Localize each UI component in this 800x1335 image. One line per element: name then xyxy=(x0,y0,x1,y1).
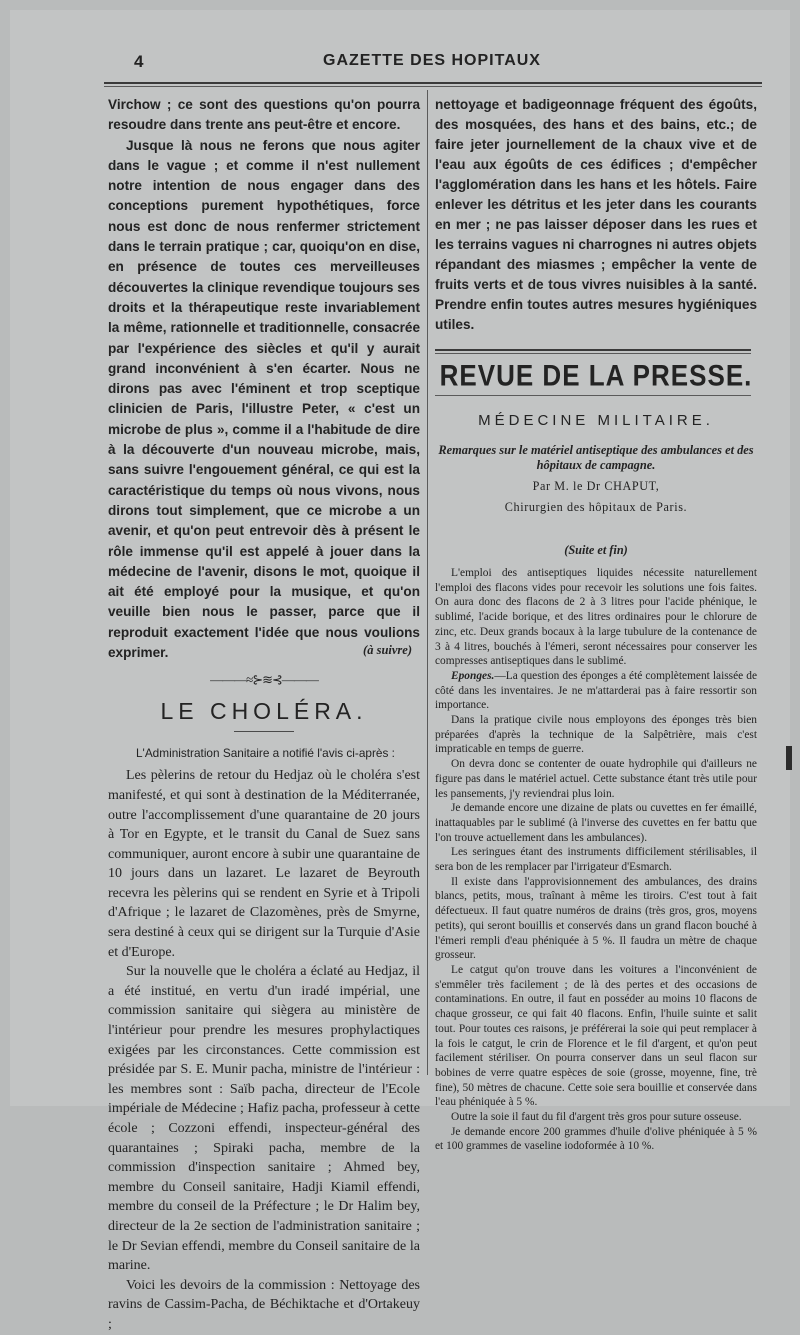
article-paragraph-6: Les seringues étant des instruments difficilement stérilisables, il sera bon de les remplacer par l'irrigateur d'Esmarch. xyxy=(435,846,757,874)
eponges-lead: Eponges. xyxy=(451,669,495,682)
revue-rule xyxy=(435,349,751,351)
right-column xyxy=(435,95,757,1154)
cholera-paragraph-2: Sur la nouvelle que le choléra a éclaté au Hedjaz, il a été institué, en vertu d'un iradé impérial, une commission sanitaire qui siègera au ministère de l'intérieur pour prendre les mesures prophylactiques exigées par les circonstances. Cette commission est présidée par S. E. Munir pacha, ministre de l'intérieur : les membres sont : Saïb pacha, directeur de l'Ecole impériale de Médecine ; Hafiz pacha, professeur à cette école ; Cozzoni effendi, inspecteur-général des quarantaines ; Spiraki pacha, membre de la commission d'inspection sanitaire ; Ahmed bey, membre du Conseil sanitaire, Hadji Kiamil effendi, membre du conseil de la Préfecture ; le Dr Halim bey, directeur de la 2e section de l'administration sanitaire ; le Dr Sevian effendi, membre du Conseil sanitaire de la marine. xyxy=(108,964,420,1274)
article-paragraph-1: L'emploi des antiseptiques liquides nécessite naturellement l'emploi des flacons vides pour recevoir les solutions une fois faites. On aura donc des flacons de 2 à 3 litres pour l'acide phénique, le sublimé, l'acide borique, et des litres ordinaires pour le chlorure de zinc, etc. Deux grands bocaux à la large tubulure de la contenance de 3 à 4 litres, bouchés à l'émeri, seront nécessaires pour conserver les compresses antiseptiques dans le sublimé. xyxy=(435,567,757,668)
article-paragraph-3: Dans la pratique civile nous employons des éponges très bien préparées d'après la technique de la Salpêtrière, mais c'est impraticable en temps de guerre. xyxy=(435,714,757,756)
cholera-paragraph-3: Voici les devoirs de la commission : Nettoyage des ravins de Cassim-Pacha, de Béchiktache et d'Ortakeuy ; xyxy=(108,1277,420,1332)
page-header xyxy=(104,52,760,82)
short-rule xyxy=(234,731,294,732)
intro-paragraph-2: Jusque là nous ne ferons que nous agiter dans le vague ; et comme il n'est nullement notre intention de nous engager dans des conceptions purement hypothétiques, force nous est donc de nous renfermer strictement dans le terrain pratique ; car, quoiqu'on en dise, en présence de toutes ces merveilleuses découvertes la clinique revendique toujours ses droits et la thérapeutique reste invariablement la même, rationnelle et traditionnelle, consacrée par l'expérience des siècles et qu'il y aurait grand inconvénient à s'en écarter. Nous ne dirons pas avec l'éminent et trop sceptique clinicien de Paris, l'illustre Peter, « c'est un microbe de plus », comme il a l'habitude de dire à la découverte d'un nouveau microbe, mais, sans suivre l'engouement général, ce qui est la caractéristique du temps où nous vivons, nous dirons tout simplement, que ce microbe a un avenir, et qu'on peut entrevoir dès à présent le rôle immense qu'il est appelé à jouer dans la médecine de l'avenir, disons le mot, quoique il ait été employé pour la musique, et qu'on veuille bien nous le passer, parce que il reproduit exactement l'idée que nous voulions exprimer. xyxy=(108,137,420,661)
revue-rule-thin xyxy=(435,353,751,354)
cholera-heading: LE CHOLÉRA. xyxy=(160,698,368,725)
ornament-divider: ———≈⊱≋⊰——— xyxy=(210,672,318,688)
intro-paragraph-1: Virchow ; ce sont des questions qu'on pourra resoudre dans trente ans peut-être et encore. xyxy=(108,97,420,133)
eponges-text: —La question des éponges a été complètement laissée de côté dans les inventaires. Je ne m'attarderai pas à faire ressortir son importance. xyxy=(435,669,757,712)
left-column xyxy=(108,95,420,1335)
header-rule-thin xyxy=(104,86,762,87)
article-title: Remarques sur le matériel antiseptique des ambulances et des hôpitaux de campagne. xyxy=(438,443,754,472)
journal-title: GAZETTE DES HOPITAUX xyxy=(323,52,541,69)
article-paragraph-8: Le catgut qu'on trouve dans les voitures a l'inconvénient de s'emmêler très facilement ; de là des pertes et des occasions de contaminations. En outre, il faut en posséder au moins 10 flacons de chaque grosseur, ce qui fait 40 flacons. Enfin, l'huile suinte et salit tout. Pour toutes ces raisons, je préférerai la soie qui peut remplacer à la fois le catgut, le crin de Florence et le fil d'argent, et qu'on peut facilement stériliser. On pourra conserver dans un seul flacon sur bobines de verre quatre espèces de soie (grosse, moyenne, fine, trè fine), 50 mètres de chacune. Cette soie sera bouillie et conservée dans l'eau phéniquée à 5 %. xyxy=(435,963,757,1109)
revue-heading: REVUE DE LA PRESSE. xyxy=(439,357,753,393)
revue-rule-bottom xyxy=(435,395,751,396)
to-be-continued: (à suivre) xyxy=(363,643,412,658)
cholera-paragraph-1: Les pèlerins de retour du Hedjaz où le choléra s'est manifesté, et qui sont à destination de la Méditerranée, outre l'accomplissement d'une quarantaine de 20 jours à Tor en Egypte, et le transit du Canal de Suez sans communiquer, auront encore à subir une quarantaine de 10 jours dans un lazaret. Le lazaret de Beyrouth recevra les pèlerins qui se rendent en Syrie et à Tripoli d'Afrique ; le lazaret de Clazomènes, près de Smyrne, sera destiné à ceux qui se dirigent sur la Turquie d'Asie et d'Europe. xyxy=(108,768,420,960)
article-paragraph-7: Il existe dans l'approvisionnement des ambulances, des drains blancs, petits, mous, traînant à même les tiroirs. C'est tout à fait défectueux. Il faut quatre numéros de drains (très gros, gros, moyens petits), qui seront bouillis et conservés dans un grand flacon bouché à l'émeri rempli d'eau phéniquée à 5 %. Il faudra un mètre de chaque grosseur. xyxy=(435,875,757,962)
author-line-2: Chirurgien des hôpitaux de Paris. xyxy=(504,500,688,514)
continuation-paragraph: nettoyage et badigeonnage fréquent des égoûts, des mosquées, des hans et des bains, etc.; de faire jeter journellement de la chaux vive et de l'eau aux égoûts de ces édifices ; d'empêcher l'agglomération dans les hans et les hôtels. Faire enlever les détritus et les jeter dans les courants en mer ; ne pas laisser déposer dans les rues et les terrains vagues ni charrognes ni autres objets répandant des miasmes ; empêcher la vente de fruits verts et de tous vivres nuisibles à la santé. Prendre enfin toutes autres mesures hygiéniques utiles. xyxy=(435,97,757,332)
page-number: 4 xyxy=(134,52,144,71)
header-rule xyxy=(104,82,762,84)
administration-notice: L'Administration Sanitaire a notifié l'avis ci-après : xyxy=(136,746,395,761)
page-edge-mark xyxy=(786,746,792,770)
suite-heading: (Suite et fin) xyxy=(564,543,628,557)
column-separator xyxy=(427,90,428,1075)
article-paragraph-5: Je demande encore une dizaine de plats ou cuvettes en fer émaillé, inattaquables par le sublimé (à l'inverse des cuvettes en fer battu que l'on trouve actuellement dans les ambulances). xyxy=(435,802,757,844)
article-paragraph-9: Outre la soie il faut du fil d'argent très gros pour suture osseuse. xyxy=(451,1111,742,1124)
article-paragraph-4: On devra donc se contenter de ouate hydrophile qui d'ailleurs ne figure pas dans le matériel actuel. Cette substance étant très utile pour les pansements, j'y reviendrai plus loin. xyxy=(435,758,757,800)
article-paragraph-10: Je demande encore 200 grammes d'huile d'olive phéniquée à 5 % et 100 grammes de vaseline iodoformée à 10 %. xyxy=(435,1125,757,1153)
article-paragraph-2 xyxy=(435,669,757,713)
section-heading: MÉDECINE MILITAIRE. xyxy=(478,412,714,429)
author-line-1: Par M. le Dr CHAPUT, xyxy=(532,479,660,493)
